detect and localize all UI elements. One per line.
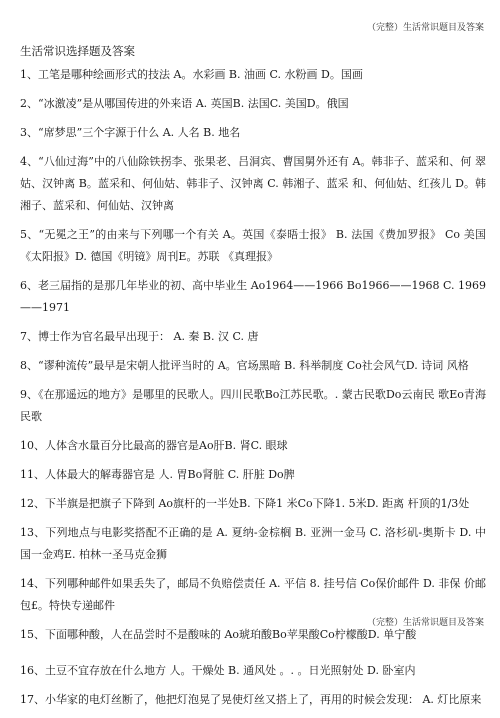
question-1: 1、工笔是哪种绘画形式的技法 A。水彩画 B. 油画 C. 水粉画 D。国画: [20, 68, 363, 81]
question-16: 16、土豆不宜存放在什么地方 人。干燥处 B. 通风处 。. 。日光照射处 D. 卧室内: [20, 664, 416, 677]
question-13: 13、下列地点与电影奖搭配不正确的是 A. 夏纳-金棕榈 B. 亚洲一金马 C. 洛杉矶-奥斯卡 D. 中国一金鸡E. 柏林一圣马克金狮: [20, 526, 486, 561]
question-2: 2、“冰激凌”是从哪国传进的外来语 A. 英国B. 法国C. 美国D。俄国: [20, 97, 349, 110]
question-9: 9、《在那遥远的地方》是哪里的民歌人。四川民歌Bo江苏民歌。. 蒙古民歌Do云南民 歌Eo青海民歌: [20, 388, 486, 423]
question-7: 7、博士作为官名最早出现于： A. 秦 B. 汉 C. 唐: [20, 330, 259, 343]
question-10: 10、人体含水量百分比最高的器官是Ao肝B. 肾C. 眼球: [20, 439, 288, 452]
question-14: 14、下列哪种邮件如果丢失了，邮局不负赔偿责任 A. 平信 8. 挂号信 Co保价邮件 D. 非保 价邮包£。特快专递邮件: [20, 577, 486, 612]
question-15: 15、下面哪种酸，人在品尝时不是酸味的 Ao琥珀酸Bo苹果酸Co柠檬酸D. 单宁酸: [20, 628, 417, 641]
question-5: 5、“无冕之王”的由来与下列哪一个有关 A。英国《泰晤士报》 B. 法国《费加罗报》 Co 美国《太阳报》D. 德国《明镜》周刊E。苏联 《真理报》: [20, 228, 486, 263]
page-header: （完整）生活常识题目及答案: [366, 23, 484, 33]
document-title: 生活常识选择题及答案: [20, 44, 135, 58]
question-6: 6、老三届指的是那几年毕业的初、高中毕业生 Ao1964——1966 Bo1966——1968 C. 1969——1971: [20, 279, 486, 314]
question-17: 17、小华家的电灯丝断了，他把灯泡晃了晃使灯丝又搭上了，再用的时候会发现： A. 灯比原来: [20, 693, 482, 706]
question-11: 11、人体最大的解毒器官是 人. 胃Bo肾脏 C. 肝脏 Do脾: [20, 468, 295, 481]
page-header-repeat: （完整）生活常识题目及答案: [366, 618, 484, 628]
question-3: 3、“席梦思”三个字源于什么 A. 人名 B. 地名: [20, 126, 241, 139]
question-8: 8、“谬种流传”最早是宋朝人批评当时的 A。官场黑暗 B. 科举制度 Co社会风气D. 诗词 风格: [20, 359, 469, 372]
question-4: 4、“八仙过海”中的八仙除铁拐李、张果老、吕洞宾、曹国舅外还有 A。韩非子、蓝采和、何 翠姑、汉钟离 B。蓝采和、何仙姑、韩非子、汉钟离 C. 韩湘子、蓝采 和、何仙姑、红孩儿 D。韩湘子、蓝采和、何仙姑、汉钟离: [20, 155, 486, 212]
question-12: 12、下半旗是把旗子下降到 Ao旗杆的一半处B. 下降1 米Co下降1. 5米D. 距离 杆顶的1/3处: [20, 497, 470, 510]
